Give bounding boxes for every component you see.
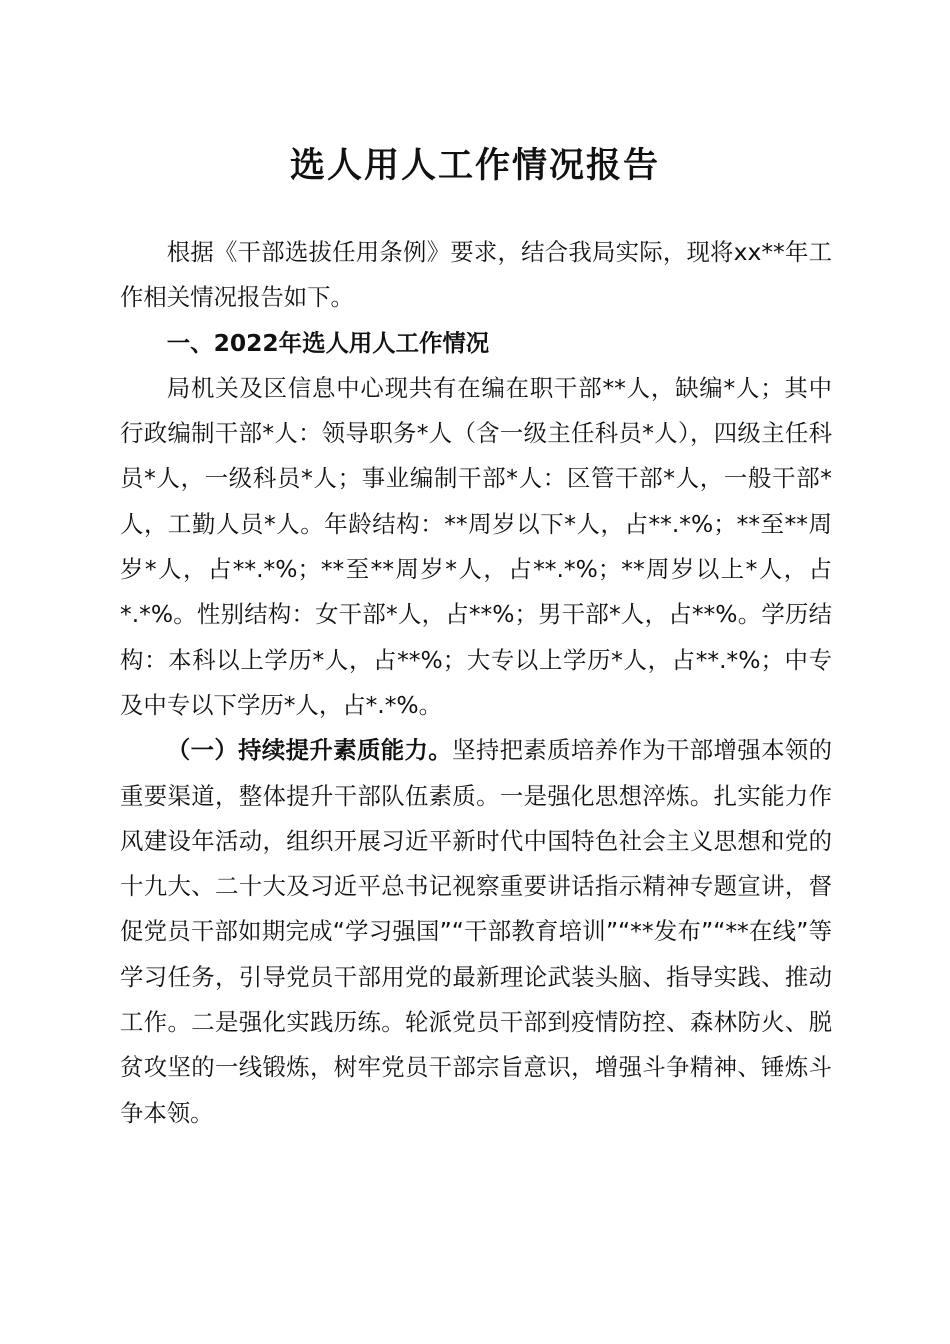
subsection-lead: （一）持续提升素质能力。 — [166, 736, 453, 765]
section-heading: 一、2022年选人用人工作情况 — [166, 328, 490, 357]
intro-paragraph: 根据《干部选拔任用条例》要求，结合我局实际，现将xx**年工作相关情况报告如下。 — [120, 238, 832, 312]
subsection-paragraph — [120, 728, 832, 1136]
statistics-paragraph: 局机关及区信息中心现共有在编在职干部**人，缺编*人；其中行政编制干部*人：领导职务*人（含一级主任科员*人），四级主任科员*人，一级科员*人；事业编制干部*人：区管干部*人，一般干部*人，工勤人员*人。年龄结构：**周岁以下*人，占**.*%；**至**周岁*人，占**.*%；**至**周岁*人，占**.*%；**周岁以上*人，占*.*%。性别结构：女干部*人，占**%；男干部*人，占**%。学历结构：本科以上学历*人，占**%；大专以上学历*人，占**.*%；中专及中专以下学历*人，占*.*%。 — [120, 373, 832, 719]
document-title: 选人用人工作情况报告 — [289, 145, 660, 186]
document-body — [120, 230, 832, 1136]
subsection-text: 坚持把素质培养作为干部增强本领的重要渠道，整体提升干部队伍素质。一是强化思想淬炼。扎实能力作风建设年活动，组织开展习近平新时代中国特色社会主义思想和党的十九大、二十大及习近平总书记视察重要讲话指示精神专题宣讲，督促党员干部如期完成“学习强国”“干部教育培训”“**发布”“**在线”等学习任务，引导党员干部用党的最新理论武装头脑、指导实践、推动工作。二是强化实践历练。轮派党员干部到疫情防控、森林防火、脱贫攻坚的一线锻炼，树牢党员干部宗旨意识，增强斗争精神、锤炼斗争本领。 — [120, 736, 832, 1127]
